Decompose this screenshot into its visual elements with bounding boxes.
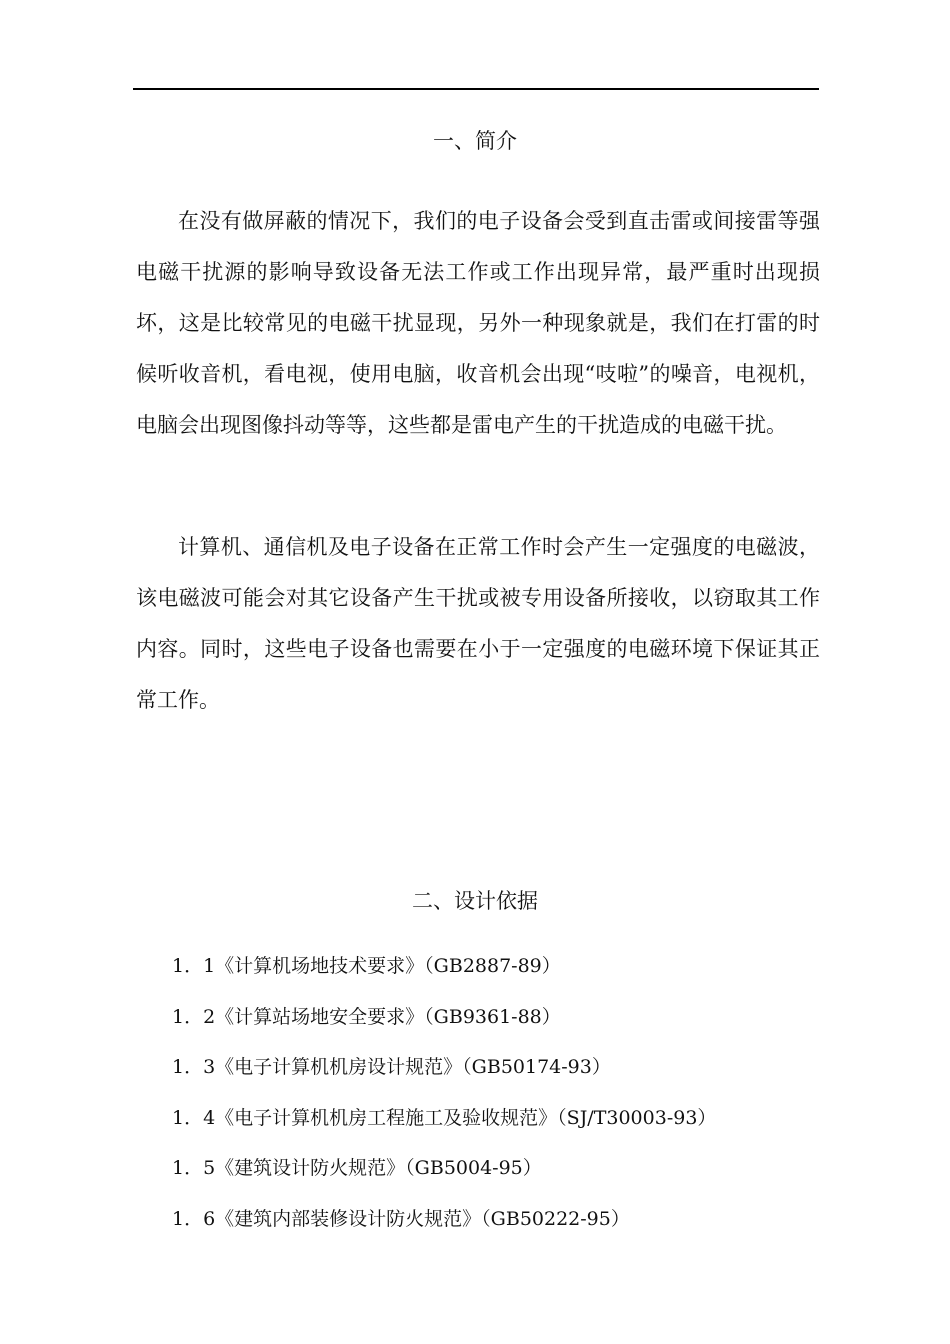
reference-item: 1．5《建筑设计防火规范》（GB5004-95） [172,1157,542,1179]
reference-item: 1．4《电子计算机机房工程施工及验收规范》（SJ/T30003-93） [172,1106,717,1129]
intro-paragraph-1: 在没有做屏蔽的情况下，我们的电子设备会受到直击雷或间接雷等强电磁干扰源的影响导致设备无法工作或工作出现异常，最严重时出现损坏，这是比较常见的电磁干扰显现，另外一种现象就是，我们在打雷的时候听收音机，看电视，使用电脑，收音机会出现“吱啦”的噪音，电视机，电脑会出现图像抖动等等，这些都是雷电产生的干扰造成的电磁干扰。 [136,209,820,437]
reference-item: 1．2《计算站场地安全要求》（GB9361-88） [172,1005,561,1028]
section-heading-intro: 一、简介 [433,129,517,153]
section-heading-design-basis: 二、设计依据 [412,889,538,913]
header-rule [133,88,819,90]
reference-item: 1．3《电子计算机机房设计规范》（GB50174-93） [172,1056,611,1078]
intro-paragraph-2: 计算机、通信机及电子设备在正常工作时会产生一定强度的电磁波，该电磁波可能会对其它设备产生干扰或被专用设备所接收，以窃取其工作内容。同时，这些电子设备也需要在小于一定强度的电磁环境下保证其正常工作。 [136,535,820,712]
reference-list [172,941,716,1244]
reference-item: 1．6《建筑内部装修设计防火规范》（GB50222-95） [172,1207,630,1230]
reference-item: 1．1《计算机场地技术要求》（GB2887-89） [172,955,561,977]
